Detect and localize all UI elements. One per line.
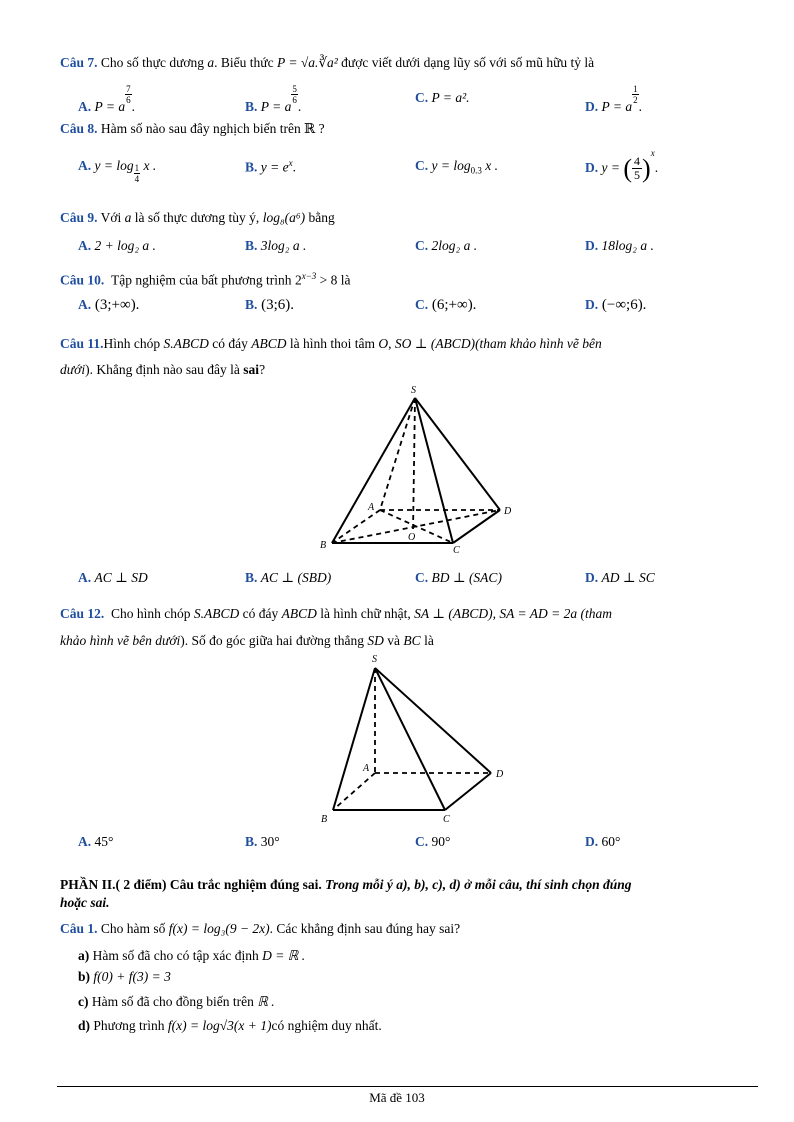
option-text: AD ⊥ SC (601, 570, 655, 585)
question-text: ? (259, 362, 266, 377)
option-label: C. (415, 570, 429, 585)
question-text: có đáy (242, 606, 279, 621)
edge-so (413, 398, 415, 532)
question-label: Câu 8. (60, 121, 98, 136)
edge-ab (332, 510, 380, 543)
option-text: AC ⊥ SD (94, 570, 148, 585)
option-text: 3log₂ a . (260, 238, 307, 253)
math-expression: P = √a.∛a² (276, 55, 338, 70)
emphasis-text: sai (243, 362, 260, 377)
math-sup: x−3 (301, 271, 317, 281)
part2-heading-line2 (60, 895, 110, 911)
edge-sb (333, 668, 375, 810)
math-expression: SO ⊥ (ABCD) (394, 336, 476, 351)
option-text: y = log (431, 158, 471, 173)
q8-option-c[interactable] (415, 158, 498, 176)
option-label: C. (415, 297, 429, 312)
question-text: bằng (308, 210, 335, 225)
option-label: C. (415, 834, 429, 849)
math-var: BC (403, 633, 421, 648)
note-text: (tham (580, 606, 612, 621)
math-tail: > 8 (316, 272, 338, 288)
option-text: 18log₂ a . (601, 238, 654, 253)
q11-option-a[interactable] (78, 570, 148, 586)
q7-option-b[interactable]: B. P = a $\frac{5}{6}$ . (245, 84, 302, 114)
option-sub: 0.3 (470, 165, 482, 176)
option-text: y = log (94, 158, 134, 173)
option-label: B. (245, 238, 258, 253)
option-label: D. (585, 297, 599, 312)
vertex-label-s: S (372, 654, 377, 665)
option-label: D. (585, 99, 599, 114)
vertex-label-c: C (443, 814, 450, 825)
statement-d[interactable] (78, 1018, 382, 1034)
edge-sd (415, 398, 500, 510)
exp-den: 6 (126, 95, 131, 105)
q12-option-d[interactable] (585, 834, 620, 850)
footer-divider (57, 1086, 758, 1087)
statement-text: Hàm số đã cho đồng biến trên (91, 994, 254, 1009)
math-expression: D = ℝ . (262, 948, 306, 963)
q8-option-a[interactable] (78, 158, 156, 184)
section-instruction: hoặc sai. (60, 895, 110, 910)
math-expression: log₈(a⁶) (262, 210, 306, 225)
question-7 (60, 55, 594, 71)
option-label: B. (245, 834, 258, 849)
q11-option-c[interactable] (415, 570, 502, 586)
q12-pyramid-figure (315, 652, 515, 827)
q12-option-b[interactable] (245, 834, 280, 850)
option-text: 90° (431, 834, 451, 849)
base-den: 4 (134, 174, 140, 184)
question-label: Câu 1. (60, 921, 98, 936)
question-12-line2 (60, 633, 434, 649)
option-label: D. (585, 160, 599, 175)
diag-ac (380, 510, 453, 543)
statement-label: c) (78, 994, 89, 1009)
math-var: a (207, 55, 215, 70)
part2-heading (60, 877, 632, 893)
q9-option-b[interactable] (245, 238, 306, 254)
option-label: C. (415, 90, 429, 105)
question-text: được viết dưới dạng lũy số với số mũ hữu tỷ là (341, 55, 595, 70)
option-text: P = a (260, 99, 292, 114)
option-text: y = (601, 160, 620, 175)
math-expression: f(0) + f(3) = 3 (93, 969, 171, 984)
statement-a[interactable] (78, 948, 305, 964)
question-text: là hình chữ nhật, (320, 606, 411, 621)
option-text: P = a². (431, 90, 470, 105)
statement-label: d) (78, 1018, 91, 1033)
question-text: Cho hàm số (100, 921, 166, 936)
q11-pyramid-figure (310, 380, 530, 560)
option-tail: . (292, 159, 296, 175)
q9-option-c[interactable] (415, 238, 477, 254)
exam-code: Mã đề 103 (369, 1090, 425, 1105)
option-tail: . (654, 160, 659, 175)
q9-option-d[interactable] (585, 238, 654, 254)
option-label: D. (585, 570, 599, 585)
question-label: Câu 11. (60, 336, 104, 351)
frac-num: 4 (634, 154, 641, 169)
option-label: A. (78, 834, 92, 849)
q10-option-c[interactable] (415, 297, 476, 314)
statement-label: a) (78, 948, 90, 963)
edge-sa (380, 398, 415, 510)
exp-num: 5 (292, 84, 297, 94)
frac-den: 5 (634, 168, 641, 183)
question-text: là số thực dương tùy ý, (134, 210, 260, 225)
q11-option-d[interactable] (585, 570, 655, 586)
question-text: là (424, 633, 434, 648)
option-label: C. (415, 238, 429, 253)
q10-option-a[interactable] (78, 297, 139, 314)
edge-cd (445, 773, 491, 810)
statement-text: Phương trình (93, 1018, 165, 1033)
math-var: O (378, 336, 389, 351)
option-label: B. (245, 297, 258, 312)
vertex-label-b: B (320, 540, 327, 551)
math-expression: f(x) = log₃(9 − 2x) (168, 921, 270, 936)
option-label: A. (78, 238, 92, 253)
option-tail: x . (140, 158, 157, 173)
option-text: y = e (260, 159, 289, 175)
option-text: 2log₂ a . (431, 238, 478, 253)
math-var: SD (367, 633, 384, 648)
vertex-label-d: D (504, 506, 512, 517)
option-text: BD ⊥ (SAC) (431, 570, 502, 585)
statement-label: b) (78, 969, 91, 984)
q8-option-b[interactable] (245, 158, 296, 176)
math-expression: SA ⊥ (ABCD), SA = AD = 2a (414, 606, 578, 621)
option-text: 30° (260, 834, 280, 849)
question-9 (60, 210, 335, 226)
question-10 (60, 271, 351, 289)
math-expression: ℝ . (257, 994, 275, 1009)
math-var: S.ABCD (163, 336, 209, 351)
option-label: C. (415, 158, 429, 173)
q11-option-b[interactable] (245, 570, 331, 586)
math-expression: f(x) = log√3(x + 1) (167, 1018, 272, 1033)
exp-num: 1 (633, 84, 638, 94)
question-label: Câu 10. (60, 272, 105, 288)
statement-c[interactable] (78, 994, 275, 1010)
option-label: B. (245, 159, 258, 175)
question-text: và (387, 633, 401, 648)
exp-den: 2 (633, 95, 638, 105)
math-var: S.ABCD (193, 606, 240, 621)
vertex-label-c: C (453, 545, 460, 556)
note-text: dưới (60, 362, 86, 377)
q10-option-d[interactable] (585, 297, 646, 314)
q7-option-d[interactable]: D. P = a $\frac{1}{2}$ . (585, 84, 642, 114)
q10-option-b[interactable] (245, 297, 294, 314)
vertex-label-s: S (411, 385, 416, 396)
vertex-label-a: A (363, 763, 370, 774)
question-text: Tập nghiệm của bất phương trình (111, 272, 292, 288)
option-label: B. (245, 570, 258, 585)
math-var: a (124, 210, 132, 225)
option-text: (6;+∞). (431, 297, 477, 313)
q7-option-a[interactable]: A. P = a $\frac{7}{6}$ . (78, 84, 135, 114)
option-label: A. (78, 99, 92, 114)
question-text: Cho số thực dương (100, 55, 205, 70)
vertex-label-a: A (368, 502, 375, 513)
vertex-label-o: O (408, 532, 416, 543)
option-label: D. (585, 834, 599, 849)
option-tail: x . (481, 158, 498, 173)
option-text: P = a (94, 99, 126, 114)
option-text: (−∞;6). (601, 297, 647, 313)
question-text: là (340, 272, 351, 288)
question-label: Câu 9. (60, 210, 98, 225)
option-sup: x (650, 148, 655, 158)
edge-sb (332, 398, 415, 543)
option-text: (3;+∞). (94, 297, 140, 313)
vertex-label-b: B (321, 814, 328, 825)
question-text: Hàm số nào sau đây nghịch biến trên ℝ ? (100, 121, 325, 136)
q7-option-c[interactable] (415, 90, 470, 106)
math-var: ABCD (281, 606, 317, 621)
option-text: P = a (601, 99, 633, 114)
q12-option-c[interactable] (415, 834, 450, 850)
section-instruction: Trong mỗi ý a), b), c), d) ở mỗi câu, thí sinh chọn đúng (325, 877, 632, 892)
question-text: ). Số đo góc giữa hai đường thẳng (180, 633, 365, 648)
section-title: PHẦN II.( 2 điểm) Câu trắc nghiệm đúng sai. (60, 877, 322, 892)
option-label: A. (78, 570, 92, 585)
option-text: 45° (94, 834, 114, 849)
statement-text: Hàm số đã cho có tập xác định (92, 948, 259, 963)
q9-option-a[interactable] (78, 238, 156, 254)
option-text: AC ⊥ (SBD) (260, 570, 332, 585)
note-text: khảo hình vẽ bên dưới (60, 633, 181, 648)
option-label: B. (245, 99, 258, 114)
option-text: (3;6). (261, 297, 295, 313)
option-label: D. (585, 238, 599, 253)
option-label: A. (78, 297, 92, 312)
question-text: là hình thoi tâm (289, 336, 375, 351)
option-label: A. (78, 158, 92, 173)
question-8 (60, 121, 325, 137)
vertex-label-d: D (496, 769, 504, 780)
question-label: Câu 12. (60, 606, 105, 621)
math-base: 2 (294, 272, 302, 288)
math-var: ABCD (251, 336, 287, 351)
question-text: Cho hình chóp (111, 606, 191, 621)
question-text: . Các khẳng định sau đúng hay sai? (269, 921, 461, 936)
question-label: Câu 7. (60, 55, 98, 70)
question-text: ). Khẳng định nào sau đây là (85, 362, 240, 377)
option-text: 2 + log₂ a . (94, 238, 156, 253)
question-text: Với (100, 210, 122, 225)
base-num: 1 (134, 163, 140, 173)
exp-den: 6 (292, 95, 297, 105)
statement-b[interactable] (78, 969, 171, 985)
option-sup: x (288, 158, 293, 168)
question-11-line2 (60, 362, 265, 378)
q8-option-d[interactable]: D. y = ( $\frac{4}{5}$ )$^x$. (585, 148, 659, 183)
part2-question-1 (60, 921, 460, 937)
question-12 (60, 606, 612, 622)
option-text: 60° (601, 834, 621, 849)
question-11: Câu 11.Hình chóp S.ABCD có đáy ABCD là hình thoi tâm O, SO ⊥ (ABCD)(tham khảo hình vẽ bên (60, 336, 602, 351)
edge-sd (375, 668, 491, 773)
note-text: (tham khảo hình vẽ bên (475, 336, 602, 351)
question-text: Hình chóp (103, 336, 161, 351)
statement-text: có nghiệm duy nhất. (271, 1018, 382, 1033)
question-text: có đáy (212, 336, 248, 351)
q12-option-a[interactable] (78, 834, 113, 850)
edge-sc (375, 668, 445, 810)
question-text: . Biểu thức (214, 55, 274, 70)
exp-num: 7 (126, 84, 131, 94)
